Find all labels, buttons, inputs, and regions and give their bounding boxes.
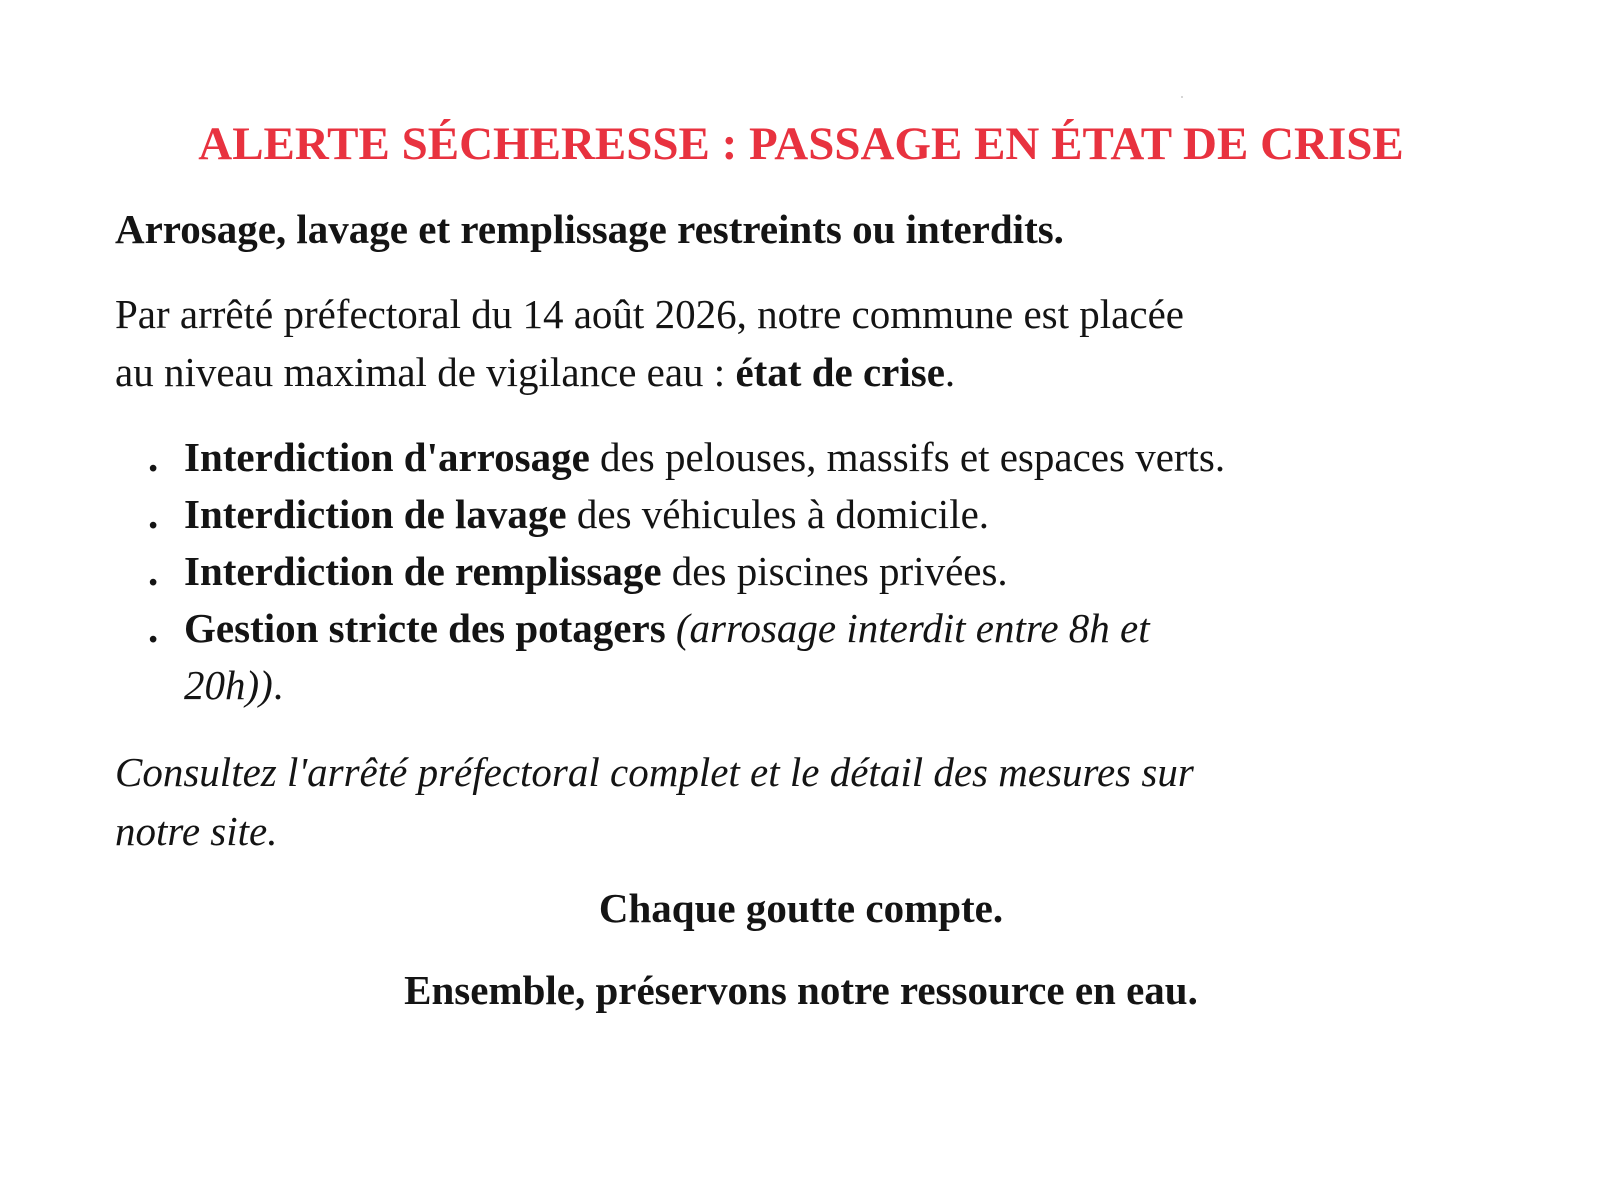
restrictions-list [0,429,1225,714]
intro-line-2-end: . [944,349,956,395]
rule-title: Interdiction d'arrosage [184,434,590,480]
info-note [115,743,1194,861]
list-item [0,543,1225,600]
intro-crisis-level: état de crise [735,349,945,395]
bullet-icon: . [148,548,159,594]
rule-continuation [0,657,1225,714]
closing-message: Ensemble, préservons notre ressource en eau. [404,967,1198,1013]
rule-period: . [272,662,284,708]
bullet-icon: . [148,605,159,651]
note-line-2: notre site. [115,808,278,854]
intro-line-1: Par arrêté préfectoral du 14 août 2026, notre commune est placée [115,291,1184,337]
rule-note: (arrosage interdit entre 8h et [665,605,1150,651]
closing-slogan: Chaque goutte compte. [598,885,1004,931]
intro-line-2-start: au niveau maximal de vigilance eau : [115,349,736,395]
bullet-icon: . [148,434,159,480]
rule-text: des piscines privées. [661,548,1008,594]
intro-line-2 [115,343,1184,401]
rule-text: des véhicules à domicile. [566,491,990,537]
list-item [0,486,1225,543]
note-line-1: Consultez l'arrêté préfectoral complet et le détail des mesures sur [115,749,1194,795]
rule-title: Gestion stricte des potagers [184,605,666,651]
bullet-icon: . [148,491,159,537]
list-item [0,600,1225,657]
scan-speck [1181,96,1183,98]
list-item [0,429,1225,486]
rule-title: Interdiction de remplissage [184,548,662,594]
rule-note-end: 20h)) [184,662,273,708]
alert-title: ALERTE SÉCHERESSE : PASSAGE EN ÉTAT DE CRISE [198,118,1404,170]
intro-paragraph [115,285,1184,401]
alert-subtitle: Arrosage, lavage et remplissage restreints ou interdits. [115,206,1064,252]
rule-title: Interdiction de lavage [184,491,567,537]
rule-text: des pelouses, massifs et espaces verts. [589,434,1226,480]
list-item-continuation [0,657,1225,714]
